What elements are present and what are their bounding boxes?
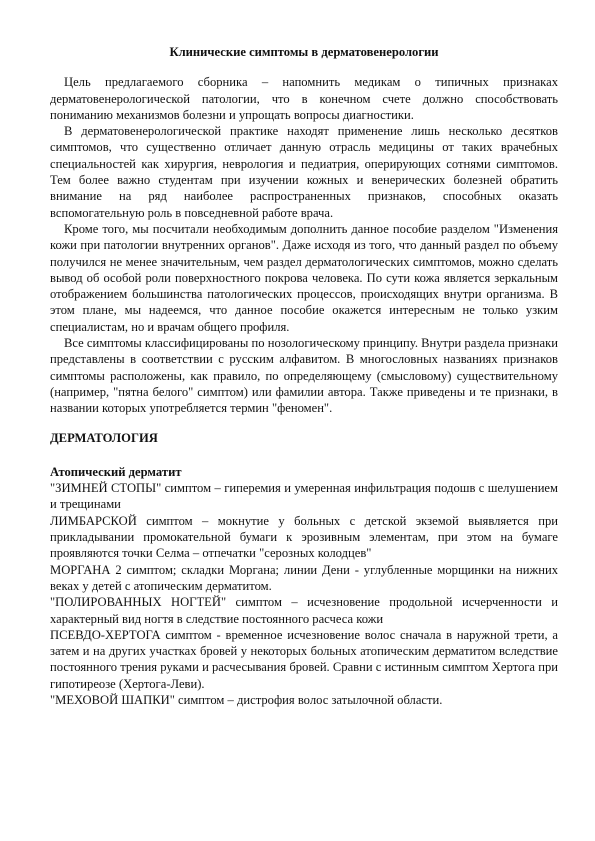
document-page — [50, 44, 558, 708]
symptom-entry: "МЕХОВОЙ ШАПКИ" симптом – дистрофия волос затылочной области. — [50, 692, 443, 707]
intro-paragraph-purpose: Цель предлагаемого сборника – напомнить медикам о типичных признаках дерматовенерологической патологии, что в конечном счете должно способствовать пониманию механизмов болезни и упрощать вопросы диагностики. — [50, 75, 558, 122]
symptom-entry: МОРГАНА 2 симптом; складки Моргана; линии Дени - углубленные морщинки на нижних веках у детей с атопическим дерматитом. — [50, 562, 558, 593]
intro-paragraph-supplement: Кроме того, мы посчитали необходимым дополнить данное пособие разделом "Изменения кожи при патологии внутренних органов". Даже исходя из того, что данный раздел по объему получился не менее значительным, чем раздел дерматологических симптомов, можно сделать вывод об особой роли поверхностного покрова человека. По сути кожа является зеркальным отображением большинства патологических процессов, происходящих внутри организма. В этом плане, мы надеемся, что данное пособие окажется интересным не только узким специалистам, но и врачам общего профиля. — [50, 221, 558, 334]
subsection-heading-atopic-dermatitis: Атопический дерматит — [50, 464, 182, 479]
intro-paragraph-practice: В дерматовенерологической практике находят применение лишь несколько десятков симптомов, что существенно отличает данную отрасль медицины от таких врачебных специальностей как хирургия, неврология и педиатрия, оперирующих сотнями симптомов. Тем более важно студентам при изучении кожных и венерических болезней обратить внимание на ряд наиболее распространенных признаков, способных оказать вспомогательную роль в повседневной работе врача. — [50, 124, 558, 220]
intro-paragraph-classification: Все симптомы классифицированы по нозологическому принципу. Внутри раздела признаки представлены в соответствии с русским алфавитом. В многословных названиях признаков симптомы расположены, как правило, по определяющему (смысловому) существительному (например, "пятна белого" симптом) или фамилии автора. Также приведены и те признаки, в названии которых употребляется термин "феномен". — [50, 336, 558, 416]
symptom-entry: ПСЕВДО-ХЕРТОГА симптом - временное исчезновение волос сначала в наружной трети, а затем и на других участках бровей у некоторых больных атопическим дерматитом вследствие постоянного трения руками и расчесывания бровей. Сравни с истинным симптом Хертога при гипотиреозе (Хертога-Леви). — [50, 627, 558, 691]
document-title: Клинические симптомы в дерматовенерологии — [169, 45, 439, 59]
symptom-entry: ЛИМБАРСКОЙ симптом – мокнутие у больных с детской экземой выявляется при прикладывании промокательной бумаги к эрозивным элементам, при этом на бумаге проявляются точки Селма – отпечатки "серозных колодцев" — [50, 513, 558, 561]
symptom-entry: "ЗИМНЕЙ СТОПЫ" симптом – гиперемия и умеренная инфильтрация подошв с шелушением и трещинами — [50, 481, 558, 512]
symptom-entry: "ПОЛИРОВАННЫХ НОГТЕЙ" симптом – исчезновение продольной исчерченности и характерный вид ногтя в следствие постоянного расчеса кожи — [50, 595, 558, 626]
section-heading-dermatology: ДЕРМАТОЛОГИЯ — [50, 430, 158, 445]
